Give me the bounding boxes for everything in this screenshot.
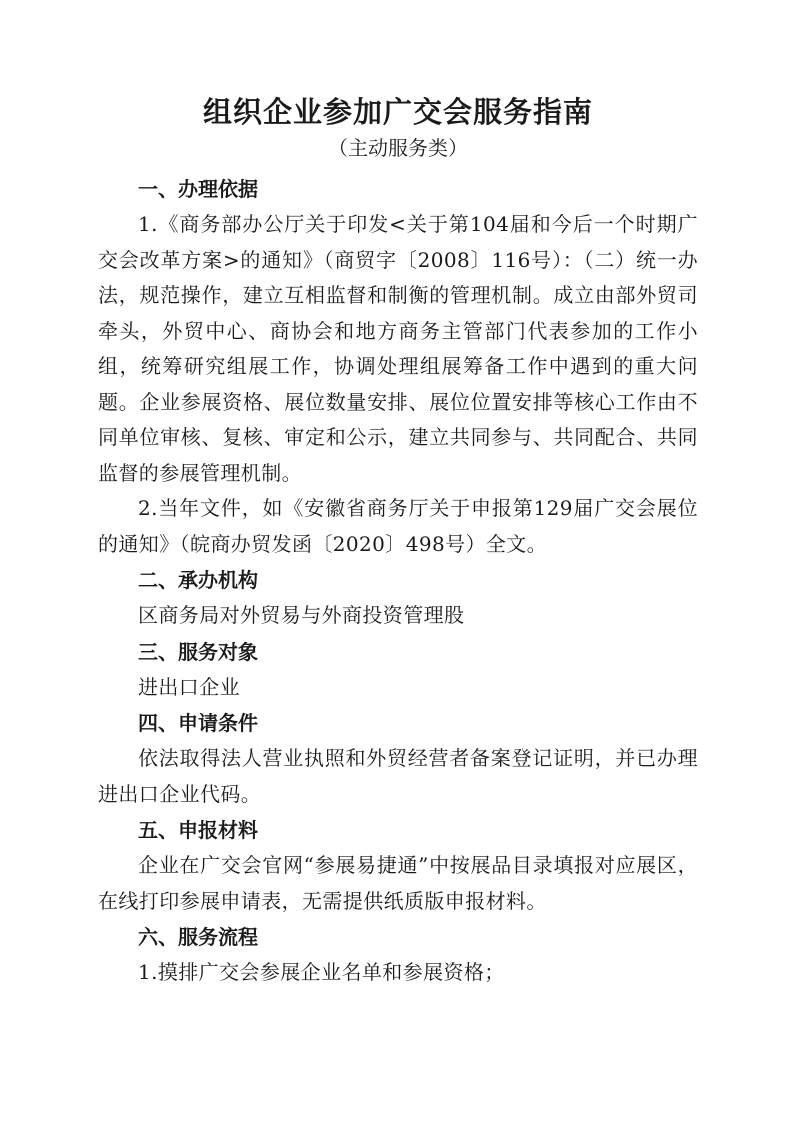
document-title: 组织企业参加广交会服务指南 — [202, 95, 593, 129]
section-heading: 四、申请条件 — [138, 711, 258, 735]
section-paragraph: 企业在广交会官网“参展易捷通”中按展品目录填报对应展区，在线打印参展申请表，无需提供纸质版申报材料。 — [98, 853, 698, 913]
section-paragraph: 进出口企业 — [138, 674, 240, 699]
section-heading: 六、服务流程 — [138, 925, 258, 949]
section-paragraph: 1.《商务部办公厅关于印发<关于第104届和今后一个时期广交会改革方案>的通知》（商贸字〔2008〕116号）：（二）统一办法，规范操作，建立互相监督和制衡的管理机制。成立由部外贸司牵头，外贸中心、商协会和地方商务主管部门代表参加的工作小组，统筹研究组展工作，协调处理组展筹备工作中遇到的重大问题。企业参展资格、展位数量安排、展位位置安排等核心工作由不同单位审核、复核、审定和公示，建立共同参与、共同配合、共同监督的参展管理机制。 — [98, 212, 698, 485]
section-process — [98, 920, 698, 991]
section-conditions — [98, 706, 698, 812]
document-subtitle: （主动服务类） — [328, 136, 468, 160]
section-organizer — [98, 563, 698, 634]
section-heading: 一、办理依据 — [138, 177, 258, 201]
section-paragraph: 依法取得法人营业执照和外贸经营者备案登记证明，并已办理进出口企业代码。 — [98, 746, 698, 806]
section-materials — [98, 813, 698, 919]
section-paragraph: 区商务局对外贸易与外商投资管理股 — [138, 603, 465, 627]
section-basis — [98, 172, 698, 562]
section-paragraph: 1.摸排广交会参展企业名单和参展资格； — [138, 960, 505, 984]
section-paragraph: 2.当年文件，如《安徽省商务厅关于申报第129届广交会展位的通知》（皖商办贸发函〔2020〕498号）全文。 — [98, 496, 698, 556]
section-service-target — [98, 635, 698, 706]
section-heading: 三、服务对象 — [138, 639, 258, 664]
section-heading: 二、承办机构 — [138, 568, 258, 592]
section-heading: 五、申报材料 — [138, 818, 258, 842]
